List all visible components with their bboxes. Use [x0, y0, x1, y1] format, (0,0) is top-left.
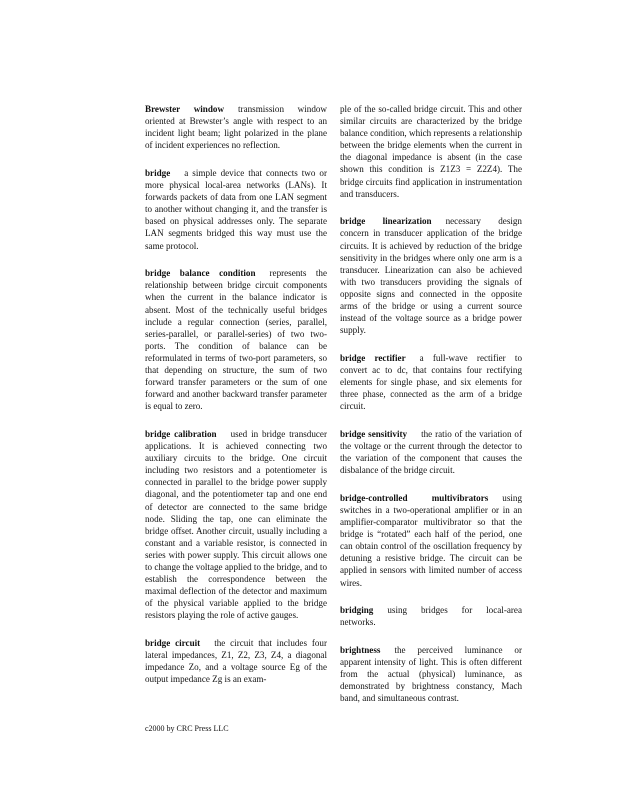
entry-term: bridge-controlled multivibrators	[340, 492, 489, 503]
copyright-footer: c2000 by CRC Press LLC	[145, 724, 229, 733]
glossary-entry	[340, 644, 522, 704]
entry-term: bridge calibration	[145, 428, 217, 439]
glossary-entry	[145, 267, 327, 412]
entry-definition: the ratio of the variation of the voltage or the current through the detector to the variation of the component that causes the disbalance of the bridge circuit.	[340, 428, 522, 476]
glossary-entry	[340, 352, 522, 412]
entry-definition: the circuit that includes four lateral impedances, Z1, Z2, Z3, Z4, a diagonal impedance Zo, and a voltage source Eg of the output impedance Zg is an exam-	[145, 638, 327, 685]
glossary-entry	[145, 103, 327, 151]
entry-definition: using bridges for local-area networks.	[340, 605, 522, 628]
entry-definition: the perceived luminance or apparent intensity of light. This is often different from the actual (physical) luminance, as demonstrated by brightness constancy, Mach band, and simultaneous contrast.	[340, 645, 522, 704]
entry-definition: using switches in a two-operational amplifier or in an amplifier-comparator multivibrator so that the bridge is “rotated” each half of the period, one can obtain control of the oscillation frequency by detuning a resistive bridge. The circuit can be applied in sensors with limited number of access wires.	[340, 492, 522, 588]
entry-definition: represents the relationship between bridge circuit components when the current in the balance indicator is absent. Most of the technically useful bridges include a regular connection (series, parallel, series-parallel, or parallel-series) of two two-ports. The condition of balance can be reformulated in terms of two-port parameters, so that depending on structure, the sum of two forward transfer parameters or the sum of one forward and another backward transfer parameter is equal to zero.	[145, 268, 327, 412]
entry-term: bridge balance condition	[145, 268, 256, 279]
entry-term: bridge linearization	[340, 216, 432, 227]
glossary-entry	[340, 215, 522, 336]
glossary-entry	[340, 604, 522, 628]
entry-term: Brewster window	[145, 104, 225, 114]
glossary-entry	[145, 167, 327, 252]
glossary-entry	[145, 637, 327, 685]
left-column	[145, 103, 327, 701]
entry-definition: transmission window oriented at Brewster’s angle with respect to an incident light beam; light polarized in the plane of incident experiences no reflection.	[145, 104, 327, 151]
entry-definition: a simple device that connects two or more physical local-area networks (LANs). It forwards packets of data from one LAN segment to another without changing it, and the transfer is based on physical addresses only. The separate LAN segments bridged this way must use the same protocol.	[145, 167, 327, 251]
glossary-entry	[340, 492, 522, 589]
entry-definition: a full-wave rectifier to convert ac to dc, that contains four rectifying elements for single phase, and six elements for three phase, connected as the arm of a bridge circuit.	[340, 352, 522, 412]
glossary-entry	[340, 428, 522, 476]
entry-term: bridging	[340, 605, 374, 616]
entry-term: bridge sensitivity	[340, 428, 408, 439]
entry-term: bridge circuit	[145, 638, 201, 649]
entry-term: bridge	[145, 167, 171, 178]
glossary-entry	[145, 428, 327, 622]
glossary-entry-continued	[340, 103, 522, 200]
entry-definition: necessary design concern in transducer application of the bridge circuits. It is achieved by reduction of the bridge sensitivity in the bridges where only one arm is a transducer. Linearization can also be achieved with two transducers providing the signals of opposite signs and connected in the opposite arms of the bridge or using a current source instead of the voltage source as a bridge power supply.	[340, 216, 522, 336]
entry-term: brightness	[340, 645, 381, 656]
entry-definition: used in bridge transducer applications. It is achieved connecting two auxiliary circuits to the bridge. One circuit including two resistors and a potentiometer is connected in parallel to the bridge power supply diagonal, and the potentiometer tap and one end of detector are connected to the same bridge node. Sliding the tap, one can eliminate the bridge offset. Another circuit, usually including a constant and a variable resistor, is connected in series with power supply. This circuit allows one to change the voltage applied to the bridge, and to establish the correspondence between the maximal deflection of the detector and maximum of the physical variable applied to the bridge resistors playing the role of active gauges.	[145, 428, 327, 621]
entry-definition: ple of the so-called bridge circuit. This and other similar circuits are characterized by the bridge balance condition, which represents a relationship between the bridge elements when the current in the diagonal impedance is absent (in the case shown this condition is Z1Z3 = Z2Z4). The bridge circuits find application in instrumentation and transducers.	[340, 104, 522, 199]
entry-term: bridge rectifier	[340, 352, 406, 363]
right-column	[340, 103, 522, 720]
